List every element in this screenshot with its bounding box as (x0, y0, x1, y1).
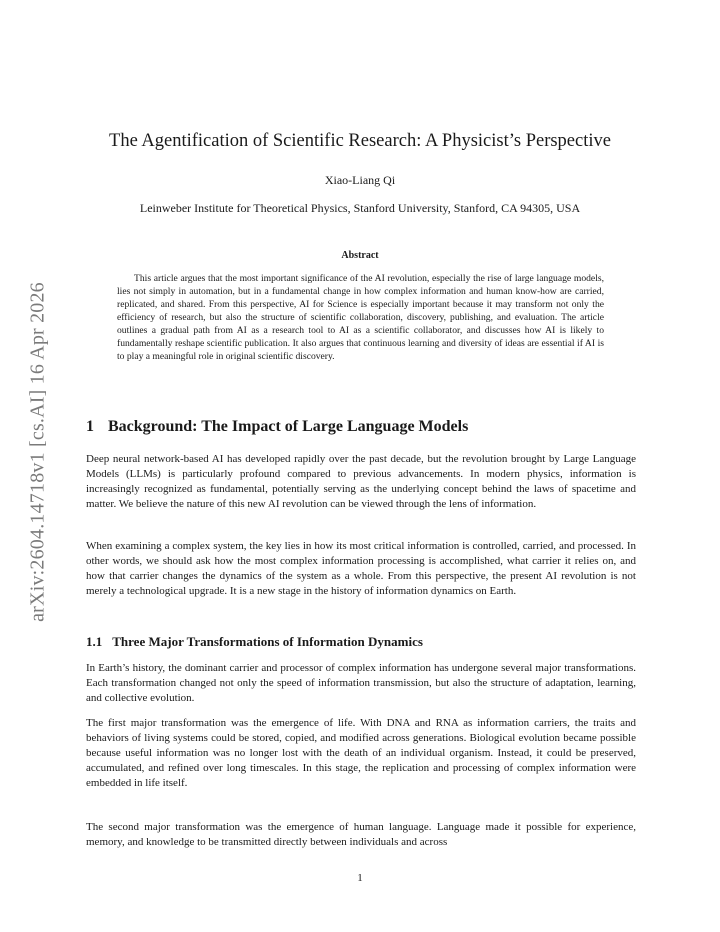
body-paragraph: In Earth’s history, the dominant carrier and processor of complex information has undergone several major transformations. Each transformation changed not only the speed of information transmission, but also the structure of adaptation, learning, and collective evolution. (86, 662, 636, 704)
page-number: 1 (357, 872, 363, 884)
section-heading (86, 418, 646, 436)
body-paragraph: The second major transformation was the emergence of human language. Language made it possible for experience, memory, and knowledge to be transmitted directly between individuals and across (86, 821, 636, 848)
arxiv-identifier-stamp[interactable]: arXiv:2604.14718v1 [cs.AI] 16 Apr 2026 (26, 282, 49, 622)
author-affiliation: Leinweber Institute for Theoretical Physics, Stanford University, Stanford, CA 94305, USA (139, 201, 581, 215)
body-paragraph: Deep neural network-based AI has developed rapidly over the past decade, but the revolution brought by Large Language Models (LLMs) is particularly profound compared to previous advancements. In modern physics, information is increasingly recognized as fundamental, potentially serving as the underlying concept behind the laws of spacetime and matter. We believe the nature of this new AI revolution can be viewed through the lens of information. (86, 453, 636, 510)
paper-title: The Agentification of Scientific Research: A Physicist’s Perspective (109, 131, 611, 151)
section-number: 1 (86, 418, 94, 435)
abstract-heading: Abstract (341, 250, 379, 261)
paper-author: Xiao-Liang Qi (324, 173, 396, 187)
body-paragraph: When examining a complex system, the key lies in how its most critical information is controlled, carried, and processed. In other words, we should ask how the most complex information processing is accomplished, what carrier it relies on, and how that carrier changes the dynamics of the system as a whole. From this perspective, the present AI revolution is not merely a technological upgrade. It is a new stage in the history of information dynamics on Earth. (86, 540, 636, 597)
abstract-text: This article argues that the most important significance of the AI revolution, especially the rise of large language models, lies not simply in automation, but in a fundamental change in how complex information and human know-how are carried, replicated, and shared. From this perspective, AI for Science is especially important because it may transform not only the efficiency of research, but also the structure of scientific collaboration, discovery, publishing, and evaluation. The article outlines a gradual path from AI as a research tool to AI as a scientific collaborator, and discusses how AI is likely to fundamentally reshape scientific publication. It also argues that continuous learning and diversity of ideas are essential if AI is to play a meaningful role in original scientific discovery. (117, 273, 604, 362)
subsection-title: Three Major Transformations of Information Dynamics (112, 634, 423, 649)
subsection-heading (86, 634, 646, 650)
subsection-number: 1.1 (86, 634, 103, 649)
section-title: Background: The Impact of Large Language Models (108, 418, 469, 435)
body-paragraph: The first major transformation was the emergence of life. With DNA and RNA as information carriers, the traits and behaviors of living systems could be stored, copied, and modified across generations. Biological evolution became possible because useful information was no longer lost with the death of an individual organism. Instead, it could be preserved, accumulated, and refined over long timescales. In this stage, the replication and processing of complex information were embedded in life itself. (86, 717, 636, 789)
